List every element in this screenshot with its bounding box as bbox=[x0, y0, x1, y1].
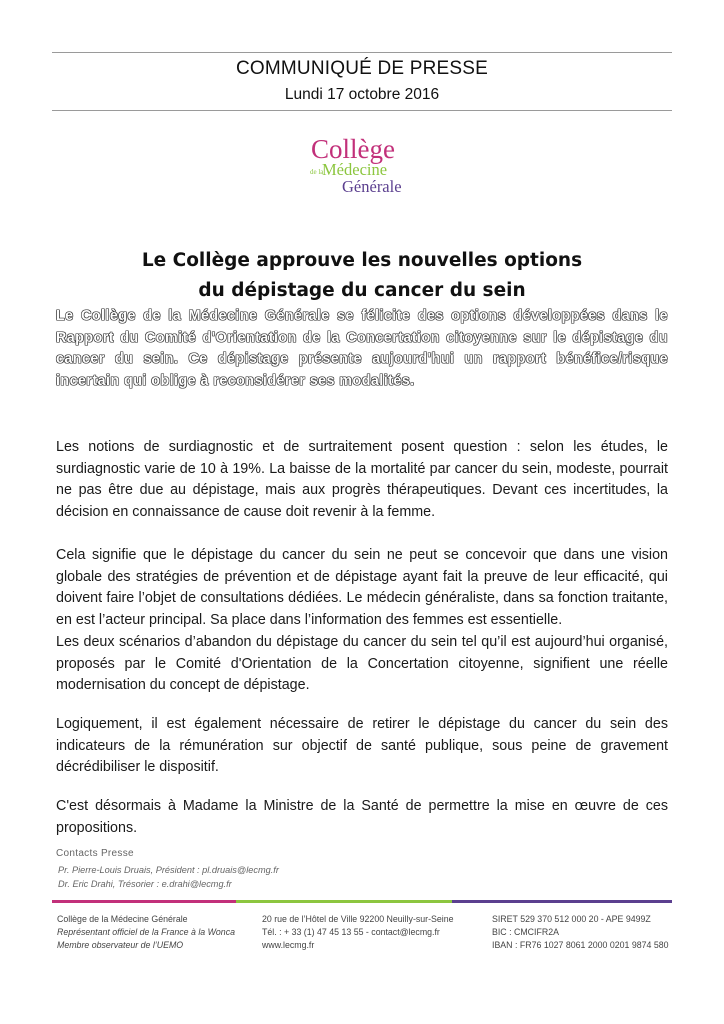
paragraph-2: Cela signifie que le dépistage du cancer du sein ne peut se concevoir que dans une vision globale des stratégies de prévention et de dépistage ayant fait la preuve de leur efficacité, qui doivent faire l’objet de consultations dédiées. Le médecin généraliste, dans sa fonction traitante, en est l’acteur principal. Sa place dans l’information des femmes est essentielle. bbox=[56, 547, 668, 628]
press-contacts bbox=[56, 848, 279, 891]
logo-word-medecine: Médecine bbox=[322, 160, 388, 179]
header-title: COMMUNIQUÉ DE PRESSE bbox=[235, 58, 489, 79]
footer-bar-magenta bbox=[52, 900, 236, 903]
contacts-title: Contacts Presse bbox=[56, 848, 134, 859]
title-line-2: du dépistage du cancer du sein bbox=[198, 280, 526, 301]
footer-phone-email: Tél. : + 33 (1) 47 45 13 55 - contact@lecmg.fr bbox=[262, 926, 440, 937]
footer-organization bbox=[57, 913, 235, 951]
footer-bar-green bbox=[236, 900, 452, 903]
footer-address bbox=[262, 913, 454, 951]
paragraph-5: C'est désormais à Madame la Ministre de la Santé de permettre la mise en œuvre de ces propositions. bbox=[56, 798, 668, 836]
footer-iban: IBAN : FR76 1027 8061 2000 0201 9874 580 bbox=[492, 939, 669, 950]
footer-website: www.lecmg.fr bbox=[262, 939, 315, 950]
footer-bic: BIC : CMCIFR2A bbox=[492, 926, 559, 937]
contact-president: Pr. Pierre-Louis Druais, Président : pl.druais@lecmg.fr bbox=[58, 865, 279, 875]
header-date: Lundi 17 octobre 2016 bbox=[284, 86, 440, 103]
college-logo bbox=[308, 134, 428, 200]
paragraph-1: Les notions de surdiagnostic et de surtraitement posent question : selon les études, le surdiagnostic varie de 10 à 19%. La baisse de la mortalité par cancer du sein, modeste, pourrait ne pas être due au dépistage, mais aux progrès thérapeutiques. Devant ces incertitudes, la décision en connaissance de cause doit revenir à la femme. bbox=[56, 439, 668, 520]
title-line-1: Le Collège approuve les nouvelles options bbox=[141, 250, 583, 271]
footer-org-uemo: Membre observateur de l’UEMO bbox=[57, 939, 184, 950]
document-title bbox=[0, 246, 724, 306]
footer-street: 20 rue de l’Hôtel de Ville 92200 Neuilly-sur-Seine bbox=[262, 914, 454, 924]
paragraph-4: Logiquement, il est également nécessaire de retirer le dépistage du cancer du sein des indicateurs de la rémunération sur objectif de santé publique, sous peine de gravement décrédibiliser le dispositif. bbox=[56, 716, 668, 775]
footer-siret: SIRET 529 370 512 000 20 - APE 9499Z bbox=[492, 914, 651, 924]
header-rule bbox=[52, 110, 672, 111]
paragraph-3: Les deux scénarios d’abandon du dépistage du cancer du sein tel qu’il est aujourd’hui organisé, proposés par le Comité d'Orientation de la Concertation citoyenne, signifient une réelle modernisation du concept de dépistage. bbox=[56, 634, 668, 693]
footer-org-wonca: Représentant officiel de la France à la Wonca bbox=[57, 926, 235, 937]
contact-treasurer: Dr. Eric Drahi, Trésorier : e.drahi@lecmg.fr bbox=[58, 879, 232, 889]
top-rule bbox=[52, 52, 672, 53]
footer-org-name: Collège de la Médecine Générale bbox=[57, 914, 188, 924]
footer-bar-purple bbox=[452, 900, 672, 903]
footer-registration bbox=[492, 913, 669, 951]
logo-word-generale: Générale bbox=[342, 177, 402, 196]
lead-paragraph: Le Collège de la Médecine Générale se félicite des options développées dans le Rapport du Comité d'Orientation de la Concertation citoyenne sur le dépistage du cancer du sein. Ce dépistage présente aujourd'hui un rapport bénéfice/risque incertain qui oblige à reconsidérer ses modalités. bbox=[56, 308, 668, 389]
logo-word-de-la: de la bbox=[310, 168, 324, 176]
logo-word-college: Collège bbox=[311, 134, 395, 164]
